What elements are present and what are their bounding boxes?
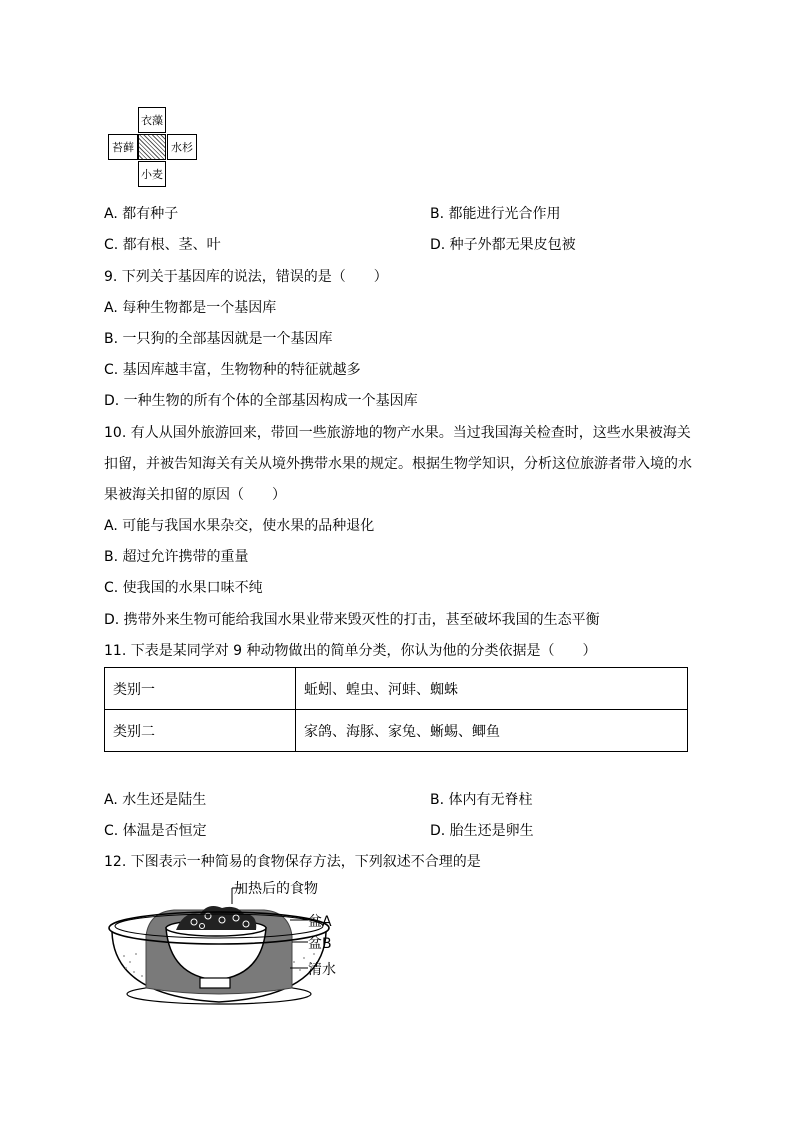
- plant-cross-diagram: [108, 107, 198, 189]
- table-row: [105, 668, 688, 710]
- q11-classification-table: [104, 667, 688, 752]
- table-row: [105, 710, 688, 752]
- q11-stem: 11. 下表是某同学对 9 种动物做出的简单分类，你认为他的分类依据是（ ）: [104, 643, 597, 659]
- q8-option-a[interactable]: A. 都有种子: [104, 206, 179, 222]
- table-cell-category: 类别二: [105, 710, 296, 752]
- label-heated-food: 加热后的食物: [234, 881, 318, 897]
- q10-option-b[interactable]: B. 超过允许携带的重量: [104, 549, 249, 565]
- q10-option-a[interactable]: A. 可能与我国水果杂交，使水果的品种退化: [104, 518, 375, 534]
- q11-option-c[interactable]: C. 体温是否恒定: [104, 823, 207, 839]
- diagram-left-cell: 苔藓: [108, 134, 138, 160]
- q11-option-b[interactable]: B. 体内有无脊柱: [430, 792, 533, 808]
- q11-option-a[interactable]: A. 水生还是陆生: [104, 792, 207, 808]
- q10-option-c[interactable]: C. 使我国的水果口味不纯: [104, 580, 263, 596]
- q8-option-b[interactable]: B. 都能进行光合作用: [430, 206, 561, 222]
- diagram-center-hatched: [138, 134, 166, 160]
- table-cell-animals: 家鸽、海豚、家兔、蜥蜴、鲫鱼: [296, 710, 688, 752]
- q10-stem-line2: 扣留，并被告知海关有关从境外携带水果的规定。根据生物学知识，分析这位旅游者带入境的水: [104, 456, 692, 472]
- table-cell-category: 类别一: [105, 668, 296, 710]
- q11-option-d[interactable]: D. 胎生还是卵生: [430, 823, 534, 839]
- label-basin-a: 盆A: [308, 914, 332, 930]
- q9-option-b[interactable]: B. 一只狗的全部基因就是一个基因库: [104, 331, 333, 347]
- q12-stem: 12. 下图表示一种简易的食物保存方法，下列叙述不合理的是: [104, 854, 481, 870]
- q9-option-a[interactable]: A. 每种生物都是一个基因库: [104, 300, 277, 316]
- q9-stem: 9. 下列关于基因库的说法，错误的是（ ）: [104, 269, 388, 285]
- q10-option-d[interactable]: D. 携带外来生物可能给我国水果业带来毁灭性的打击，甚至破坏我国的生态平衡: [104, 612, 600, 628]
- label-basin-b: 盆B: [308, 936, 332, 952]
- q9-option-c[interactable]: C. 基因库越丰富，生物物种的特征就越多: [104, 362, 361, 378]
- food-storage-illustration: [104, 876, 364, 1016]
- q9-option-d[interactable]: D. 一种生物的所有个体的全部基因构成一个基因库: [104, 393, 418, 409]
- q10-stem-line3: 果被海关扣留的原因（ ）: [104, 487, 286, 503]
- diagram-bottom-cell: 小麦: [138, 161, 166, 187]
- label-clear-water: 清水: [308, 962, 336, 978]
- q10-stem-line1: 10. 有人从国外旅游回来，带回一些旅游地的物产水果。当过我国海关检查时，这些水果被海关: [104, 425, 691, 441]
- q8-option-d[interactable]: D. 种子外都无果皮包被: [430, 237, 576, 253]
- q8-option-c[interactable]: C. 都有根、茎、叶: [104, 237, 221, 253]
- table-cell-animals: 蚯蚓、蝗虫、河蚌、蜘蛛: [296, 668, 688, 710]
- diagram-right-cell: 水杉: [167, 134, 197, 160]
- diagram-top-cell: 衣藻: [138, 107, 166, 133]
